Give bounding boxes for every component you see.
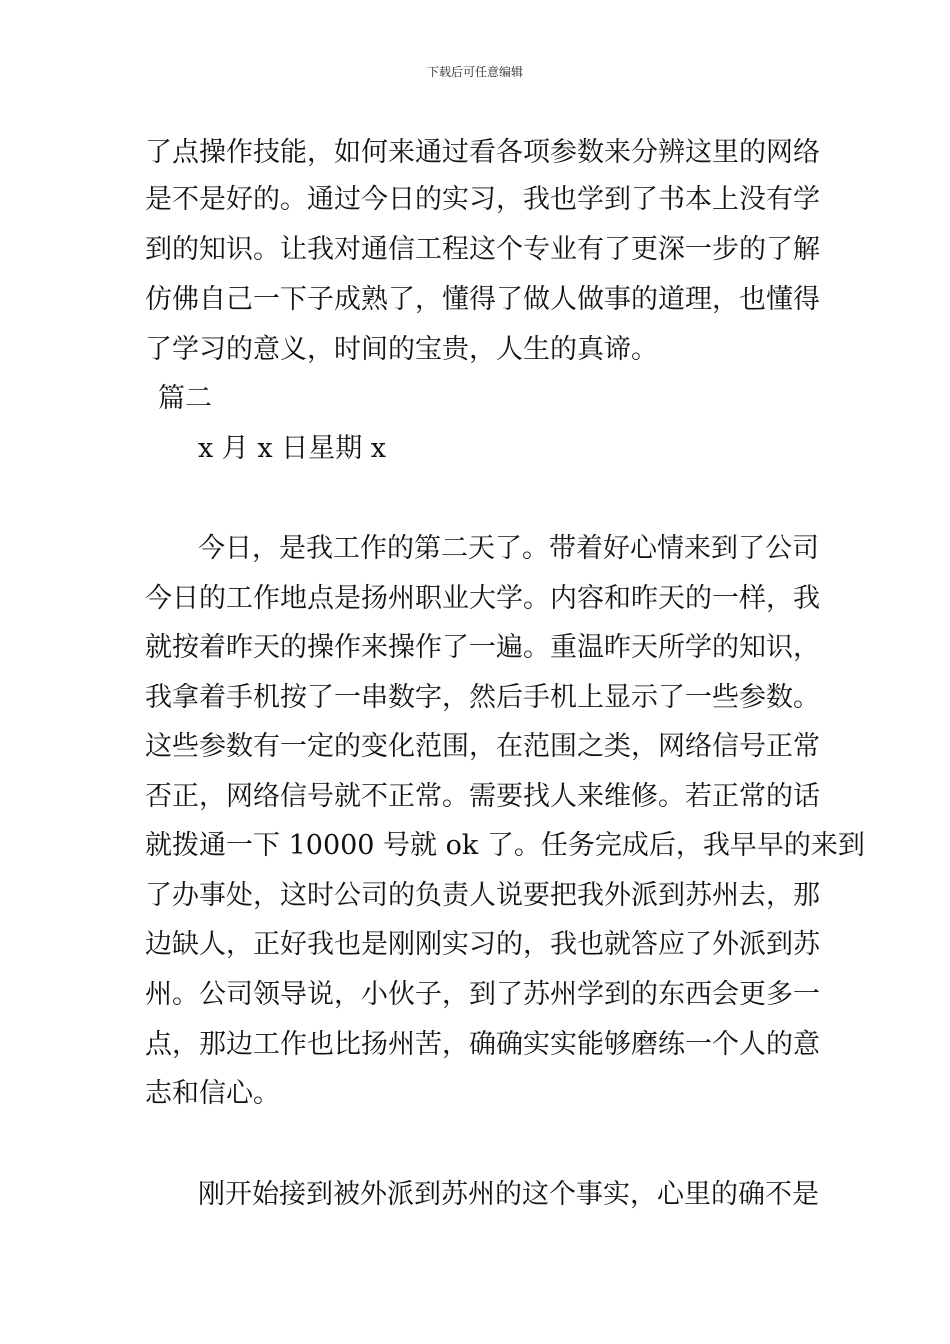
date-line: x 月 x 日星期 x <box>198 433 387 464</box>
text-line: 到的知识。让我对通信工程这个专业有了更深一步的了解 <box>145 234 820 265</box>
text-line: 我拿着手机按了一串数字，然后手机上显示了一些参数。 <box>145 682 820 713</box>
text-line: 州。公司领导说，小伙子，到了苏州学到的东西会更多一 <box>145 979 820 1010</box>
text-line: 就拨通一下 10000 号就 ok 了。任务完成后，我早早的来到 <box>145 830 865 861</box>
text-line: 了学习的意义，时间的宝贵，人生的真谛。 <box>145 334 658 365</box>
text-line: 了办事处，这时公司的负责人说要把我外派到苏州去，那 <box>145 880 820 911</box>
text-line: 仿佛自己一下子成熟了，懂得了做人做事的道理，也懂得 <box>145 284 820 315</box>
section-heading: 篇二 <box>158 383 212 414</box>
text-line: 了点操作技能，如何来通过看各项参数来分辨这里的网络 <box>145 137 820 168</box>
text-line: 是不是好的。通过今日的实习，我也学到了书本上没有学 <box>145 184 820 215</box>
text-line: 否正，网络信号就不正常。需要找人来维修。若正常的话 <box>145 781 820 812</box>
text-line: 今日的工作地点是扬州职业大学。内容和昨天的一样，我 <box>145 583 820 614</box>
text-line: 就按着昨天的操作来操作了一遍。重温昨天所学的知识， <box>145 632 820 663</box>
text-line: 这些参数有一定的变化范围，在范围之类，网络信号正常 <box>145 731 820 762</box>
page-header: 下载后可任意编辑 <box>426 65 523 79</box>
text-line: 边缺人，正好我也是刚刚实习的，我也就答应了外派到苏 <box>145 929 820 960</box>
text-line: 志和信心。 <box>145 1078 280 1109</box>
text-line: 今日，是我工作的第二天了。带着好心情来到了公司 <box>198 533 819 564</box>
text-line: 点，那边工作也比扬州苦，确确实实能够磨练一个人的意 <box>145 1029 820 1060</box>
text-line: 刚开始接到被外派到苏州的这个事实，心里的确不是 <box>198 1179 819 1210</box>
